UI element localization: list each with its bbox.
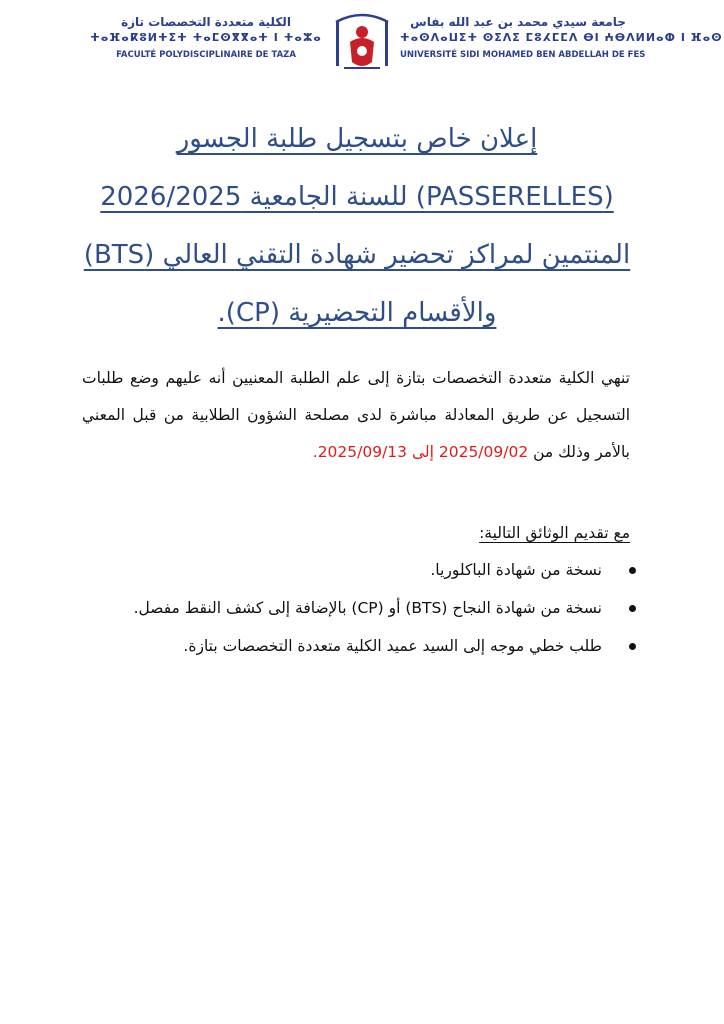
document-3: طلب خطي موجه إلى السيد عميد الكلية متعددة التخصصات بتازة. <box>183 637 602 655</box>
list-item <box>60 636 642 657</box>
faculty-name-tifinagh: ⵜⴰⴼⴰⴽⵓⵍⵜⵉⵜ ⵜⴰⵎⵙⴳⴳⴰⵜ ⵏ ⵜⴰⵣⴰ <box>90 31 322 44</box>
list-item <box>60 560 642 581</box>
list-item <box>60 598 642 619</box>
announcement-title <box>60 110 654 342</box>
bullet-icon <box>629 643 636 650</box>
university-name-tifinagh: ⵜⴰⵙⴷⴰⵡⵉⵜ ⵙⵉⴷⵉ ⵎⵓⵃⵎⵎⴷ ⴱⵏ ⵄⴱⴷⵍⵍⴰⵀ ⵏ ⴼⴰⵙ <box>400 31 723 44</box>
bullet-icon <box>629 567 636 574</box>
date-from: 2025/09/02 <box>438 443 529 461</box>
documents-heading: مع تقديم الوثائق التالية: <box>479 524 630 542</box>
university-block <box>400 14 723 62</box>
title-line-3: المنتمين لمراكز تحضير شهادة التقني العالي (BTS) <box>83 240 631 270</box>
title-line-4: والأقسام التحضيرية (CP). <box>217 298 497 328</box>
document-1: نسخة من شهادة الباكلوريا. <box>430 561 602 579</box>
bullet-icon <box>629 605 636 612</box>
documents-list <box>60 560 642 674</box>
date-to: 2025/09/13 <box>317 443 408 461</box>
date-connector: إلى <box>411 443 434 461</box>
end-punctuation: . <box>312 443 318 461</box>
title-line-1: إعلان خاص بتسجيل طلبة الجسور <box>176 124 538 154</box>
announcement-body <box>82 360 630 471</box>
body-paragraph <box>82 360 630 471</box>
faculty-block <box>88 14 324 62</box>
document-2: نسخة من شهادة النجاح (BTS) أو (CP) بالإضافة إلى كشف النقط مفصل. <box>133 599 602 617</box>
title-line-2: (PASSERELLES) للسنة الجامعية 2026/2025 <box>100 182 614 212</box>
university-name-ar: جامعة سيدي محمد بن عبد الله بفاس <box>410 15 626 29</box>
letterhead <box>88 14 723 74</box>
body-intro-text: تنهي الكلية متعددة التخصصات بتازة إلى علم الطلبة المعنيين أنه عليهم وضع طلبات التسجيل عن طريق المعادلة مباشرة لدى مصلحة الشؤون الطلابية من قبل المعني بالأمر وذلك من <box>82 369 630 461</box>
faculty-name-ar: الكلية متعددة التخصصات تازة <box>121 15 291 29</box>
faculty-name-fr: FACULTÉ POLYDISCIPLINAIRE DE TAZA <box>116 50 296 60</box>
university-name-fr: UNIVERSITÉ SIDI MOHAMED BEN ABDELLAH DE FES <box>400 50 646 60</box>
university-emblem-icon <box>334 12 390 74</box>
